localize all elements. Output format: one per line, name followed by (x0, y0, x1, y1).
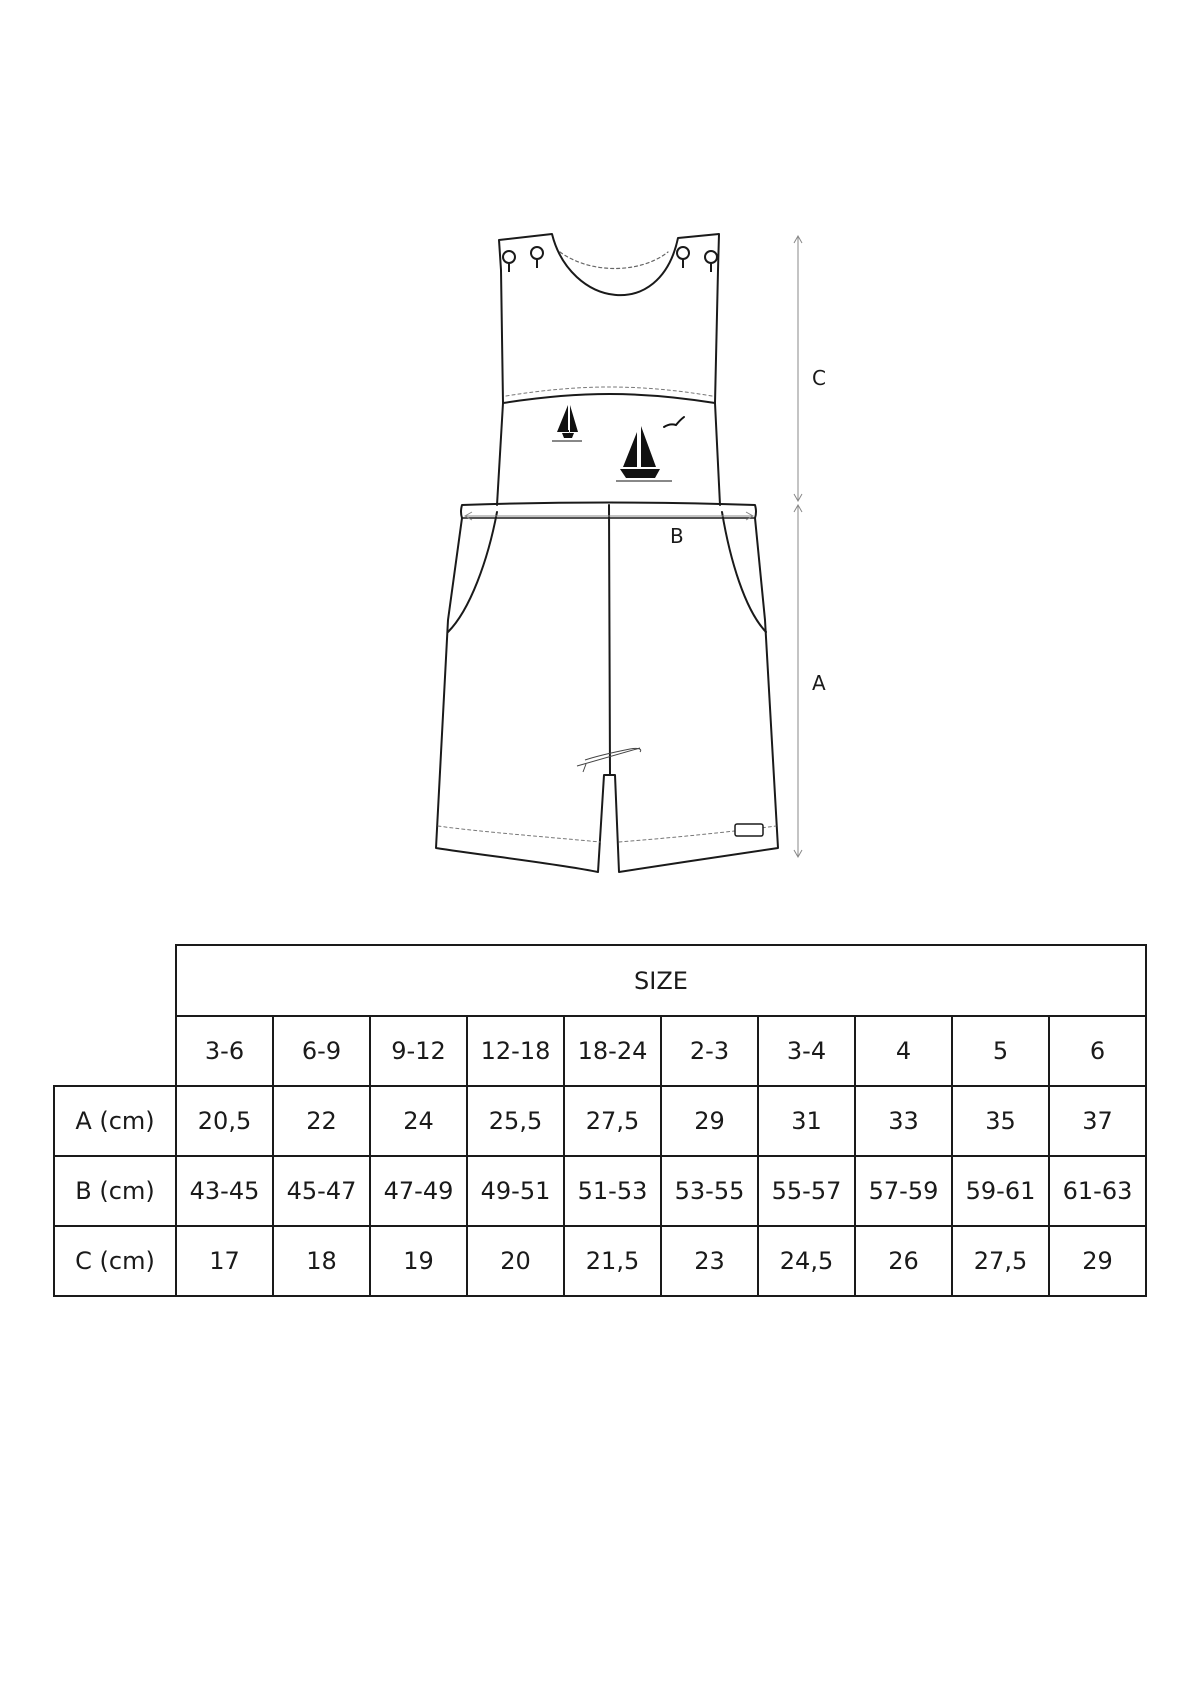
needle-icon (577, 748, 641, 772)
table-cell: 47-49 (370, 1156, 467, 1226)
table-cell: 57-59 (855, 1156, 952, 1226)
table-cell: 29 (661, 1086, 758, 1156)
size-label: 3-6 (176, 1016, 273, 1086)
table-cell: 61-63 (1049, 1156, 1146, 1226)
table-corner (54, 945, 176, 1016)
size-label: 9-12 (370, 1016, 467, 1086)
table-cell: 20,5 (176, 1086, 273, 1156)
bird-icon (664, 417, 684, 427)
size-label: 2-3 (661, 1016, 758, 1086)
size-label: 4 (855, 1016, 952, 1086)
dimension-label-a: A (812, 671, 826, 695)
table-cell: 49-51 (467, 1156, 564, 1226)
table-cell: 21,5 (564, 1226, 661, 1296)
table-cell: 37 (1049, 1086, 1146, 1156)
table-cell: 27,5 (952, 1226, 1049, 1296)
table-cell: 17 (176, 1226, 273, 1296)
table-row (54, 1226, 1146, 1296)
table-cell: 22 (273, 1086, 370, 1156)
dimension-label-c: C (812, 366, 826, 390)
table-cell: 27,5 (564, 1086, 661, 1156)
romper-outline (436, 234, 778, 872)
table-cell: 18 (273, 1226, 370, 1296)
label-tag-icon (735, 824, 763, 836)
table-cell: 59-61 (952, 1156, 1049, 1226)
table-cell: 19 (370, 1226, 467, 1296)
table-cell: 33 (855, 1086, 952, 1156)
table-cell: 53-55 (661, 1156, 758, 1226)
table-cell: 55-57 (758, 1156, 855, 1226)
size-labels-row (54, 1016, 1146, 1086)
dimension-label-b: B (670, 524, 684, 548)
size-label: 3-4 (758, 1016, 855, 1086)
table-cell: 51-53 (564, 1156, 661, 1226)
table-cell: 20 (467, 1226, 564, 1296)
table-cell: 45-47 (273, 1156, 370, 1226)
button-icon (503, 247, 717, 272)
table-cell: 26 (855, 1226, 952, 1296)
sailboat-icon (552, 405, 582, 441)
sailboat-icon (616, 426, 672, 481)
size-label: 6-9 (273, 1016, 370, 1086)
table-cell: 23 (661, 1226, 758, 1296)
size-header-row (54, 945, 1146, 1016)
size-label: 5 (952, 1016, 1049, 1086)
table-cell: 43-45 (176, 1156, 273, 1226)
dimension-line-c (794, 236, 802, 501)
size-label: 18-24 (564, 1016, 661, 1086)
table-corner (54, 1016, 176, 1086)
size-label: 12-18 (467, 1016, 564, 1086)
table-cell: 29 (1049, 1226, 1146, 1296)
row-label: C (cm) (54, 1226, 176, 1296)
row-label: A (cm) (54, 1086, 176, 1156)
size-label: 6 (1049, 1016, 1146, 1086)
table-cell: 31 (758, 1086, 855, 1156)
table-cell: 24,5 (758, 1226, 855, 1296)
table-cell: 24 (370, 1086, 467, 1156)
size-header: SIZE (176, 945, 1146, 1016)
table-cell: 25,5 (467, 1086, 564, 1156)
size-chart-table (53, 944, 1147, 1297)
table-cell: 35 (952, 1086, 1049, 1156)
table-row (54, 1086, 1146, 1156)
row-label: B (cm) (54, 1156, 176, 1226)
dimension-line-a (794, 505, 802, 857)
table-row (54, 1156, 1146, 1226)
